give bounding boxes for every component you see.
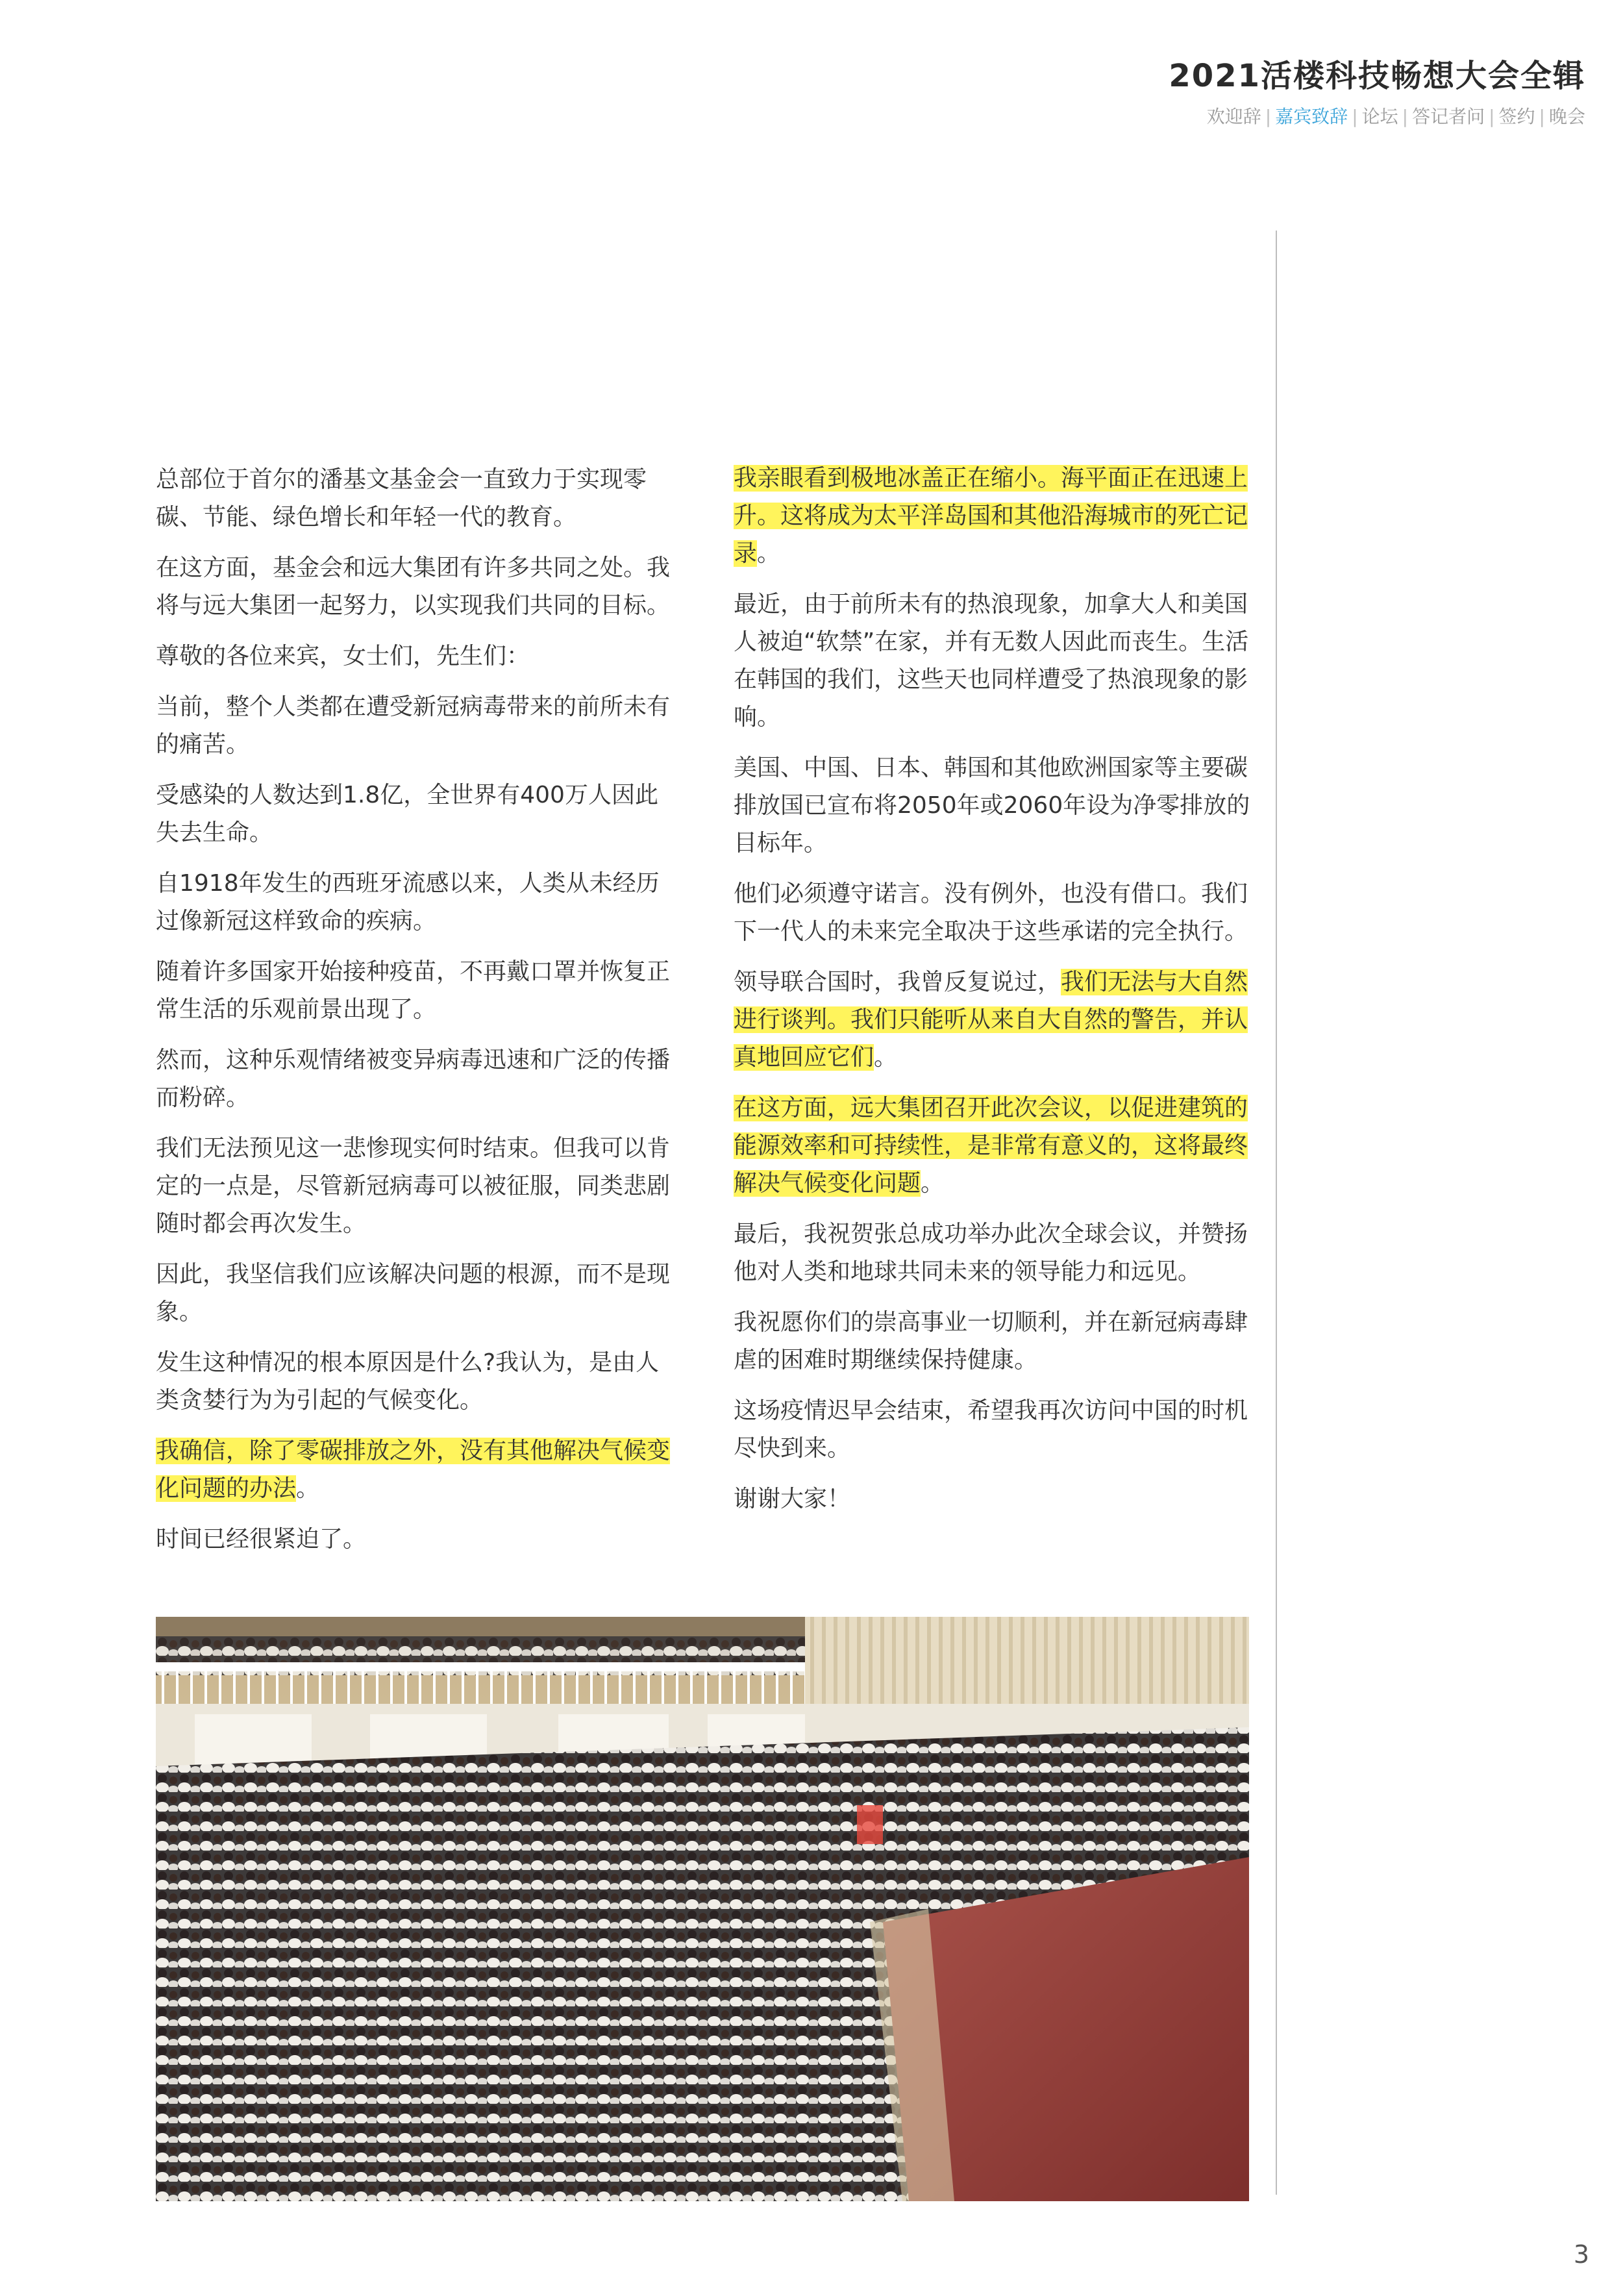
highlighted-text: 我亲眼看到极地冰盖正在缩小。海平面正在迅速上升。这将成为太平洋岛国和其他沿海城市的死亡记录 (734, 465, 1248, 567)
paragraph: 谢谢大家！ (734, 1486, 851, 1512)
paragraph: 随着许多国家开始接种疫苗，不再戴口罩并恢复正常生活的乐观前景出现了。 (156, 958, 671, 1023)
paragraph (734, 460, 1253, 573)
left-text-column (156, 461, 675, 1571)
highlighted-text: 我们无法与大自然进行谈判。我们只能听从来自大自然的警告，并认真地回应它们 (734, 969, 1248, 1071)
paragraph: 受感染的人数达到1.8亿，全世界有400万人因此失去生命。 (156, 782, 658, 846)
nav-separator: | (1489, 106, 1495, 127)
nav-separator: | (1352, 106, 1358, 127)
nav-separator: | (1402, 106, 1409, 127)
nav-item[interactable]: 晚会 (1548, 106, 1585, 127)
nav-item[interactable]: 答记者问 (1412, 106, 1485, 127)
paragraph: 时间已经很紧迫了。 (156, 1526, 367, 1553)
paragraph: 总部位于首尔的潘基文基金会一直致力于实现零碳、节能、绿色增长和年轻一代的教育。 (156, 466, 647, 530)
paragraph: 最后，我祝贺张总成功举办此次全球会议，并赞扬他对人类和地球共同未来的领导能力和远见。 (734, 1221, 1248, 1285)
paragraph: 我们无法预见这一悲惨现实何时结束。但我可以肯定的一点是，尽管新冠病毒可以被征服，同类悲剧随时都会再次发生。 (156, 1135, 671, 1237)
vertical-divider (1276, 231, 1277, 2195)
nav-item[interactable]: 签约 (1498, 106, 1535, 127)
paragraph-text: 领导联合国时，我曾反复说过， (734, 969, 1061, 995)
paragraph-text: 。 (296, 1475, 320, 1502)
paragraph: 在这方面，基金会和远大集团有许多共同之处。我将与远大集团一起努力，以实现我们共同的目标。 (156, 555, 671, 619)
paragraph: 尊敬的各位来宾，女士们，先生们： (156, 643, 530, 669)
paragraph: 这场疫情迟早会结束，希望我再次访问中国的时机尽快到来。 (734, 1397, 1248, 1462)
highlighted-text: 我确信，除了零碳排放之外，没有其他解决气候变化问题的办法 (156, 1438, 671, 1502)
paragraph: 美国、中国、日本、韩国和其他欧洲国家等主要碳排放国已宣布将2050年或2060年设为净零排放的目标年。 (734, 755, 1250, 856)
conference-audience-photo (156, 1617, 1249, 2201)
paragraph-text: 。 (757, 540, 781, 567)
paragraph: 发生这种情况的根本原因是什么?我认为，是由人类贪婪行为为引起的气候变化。 (156, 1349, 660, 1414)
publication-title: 2021活楼科技畅想大会全辑 (1169, 58, 1585, 94)
paragraph (734, 1090, 1253, 1203)
page-number: 3 (1573, 2240, 1589, 2269)
right-text-column (734, 460, 1253, 1531)
paragraph-text: 。 (874, 1044, 898, 1071)
paragraph: 然而，这种乐观情绪被变异病毒迅速和广泛的传播而粉碎。 (156, 1047, 671, 1111)
paragraph: 当前，整个人类都在遭受新冠病毒带来的前所未有的痛苦。 (156, 693, 671, 758)
paragraph: 最近，由于前所未有的热浪现象，加拿大人和美国人被迫“软禁”在家，并有无数人因此而丧生。生活在韩国的我们，这些天也同样遭受了热浪现象的影响。 (734, 591, 1249, 730)
paragraph: 他们必须遵守诺言。没有例外，也没有借口。我们下一代人的未来完全取决于这些承诺的完全执行。 (734, 880, 1248, 945)
nav-separator: | (1265, 106, 1272, 127)
nav-item[interactable]: 嘉宾致辞 (1275, 106, 1348, 127)
section-nav (1207, 103, 1585, 129)
paragraph: 自1918年发生的西班牙流感以来，人类从未经历过像新冠这样致命的疾病。 (156, 870, 660, 934)
nav-item[interactable]: 论坛 (1361, 106, 1398, 127)
nav-separator: | (1539, 106, 1545, 127)
paragraph: 我祝愿你们的崇高事业一切顺利，并在新冠病毒肆虐的困难时期继续保持健康。 (734, 1309, 1248, 1373)
highlighted-text: 在这方面，远大集团召开此次会议，以促进建筑的能源效率和可持续性，是非常有意义的，这将最终解决气候变化问题 (734, 1095, 1248, 1197)
paragraph (156, 1432, 675, 1508)
paragraph (734, 964, 1253, 1077)
nav-item[interactable]: 欢迎辞 (1206, 106, 1261, 127)
audience-photo-illustration (156, 1617, 1249, 2201)
paragraph: 因此，我坚信我们应该解决问题的根源，而不是现象。 (156, 1261, 671, 1325)
paragraph-text: 。 (921, 1170, 945, 1197)
